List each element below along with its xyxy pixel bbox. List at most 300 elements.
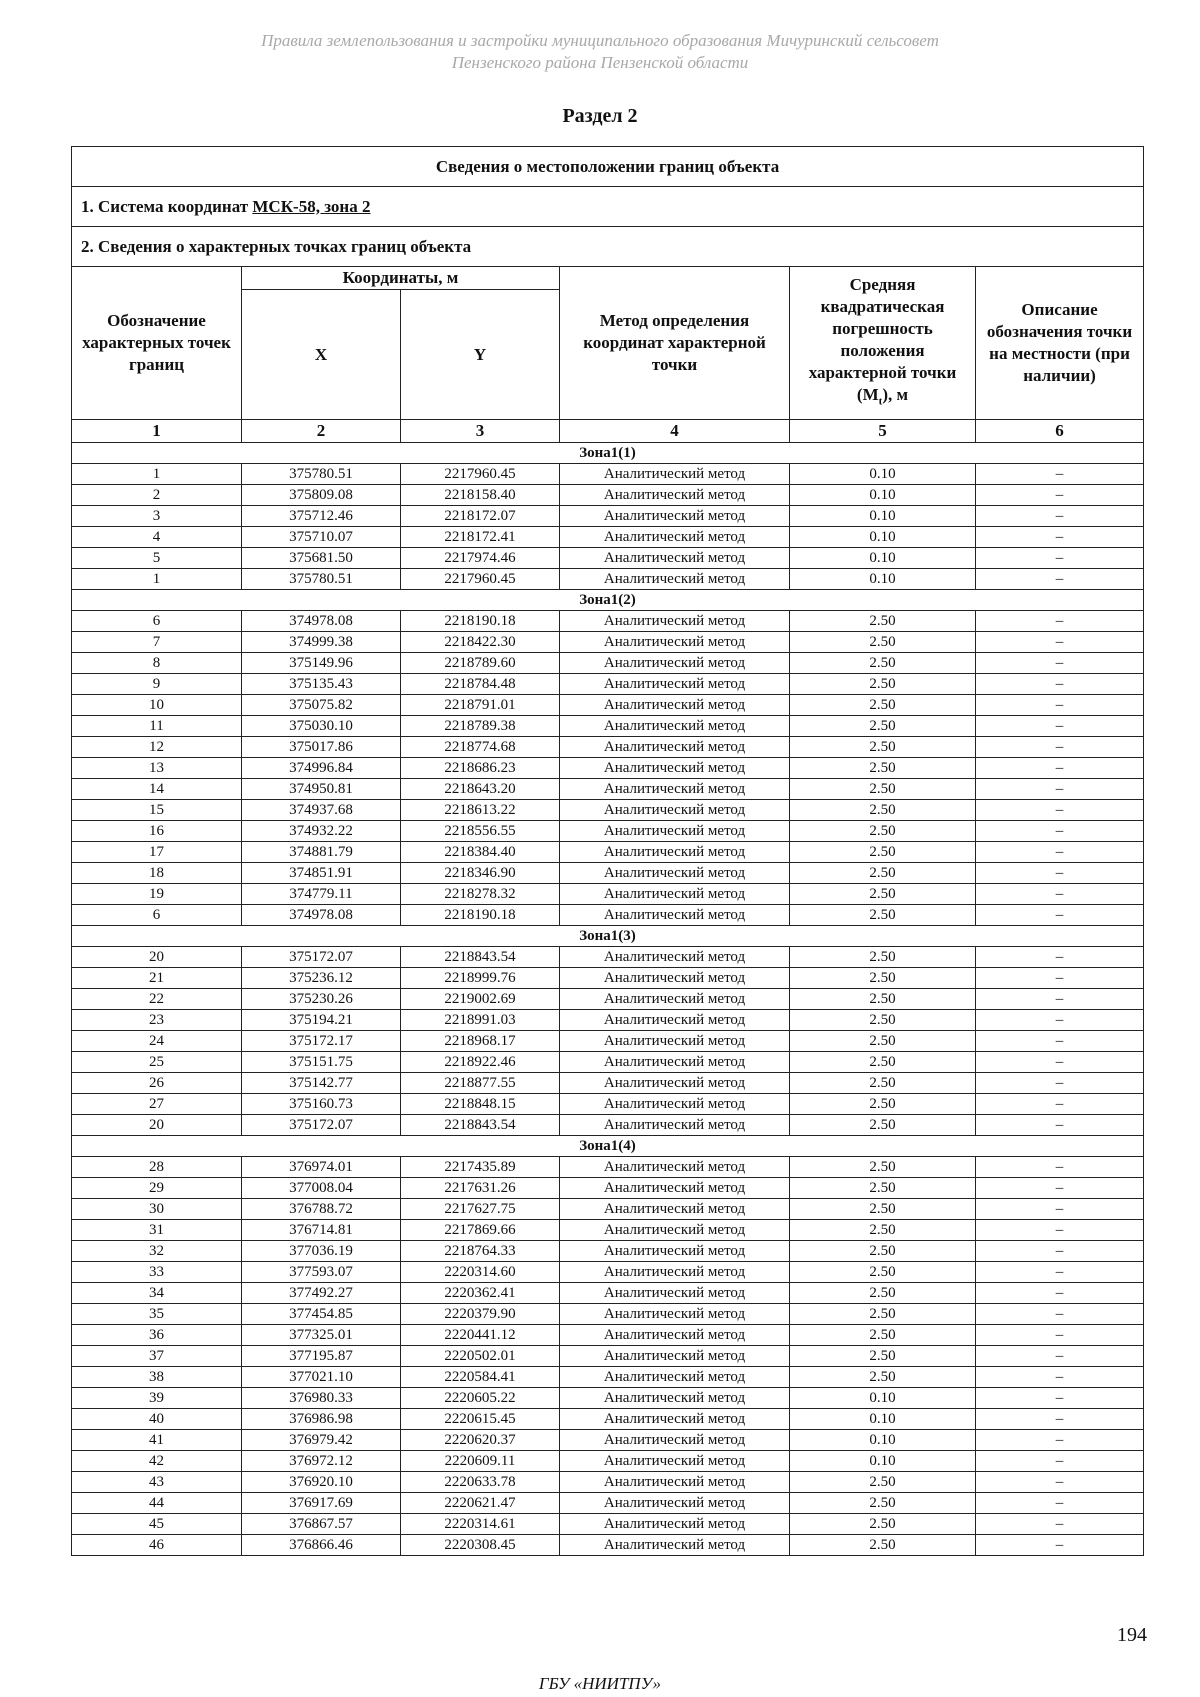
y-cell: 2220308.45 — [401, 1535, 560, 1556]
error-cell: 2.50 — [790, 821, 976, 842]
description-cell: – — [976, 569, 1144, 590]
error-cell: 2.50 — [790, 1115, 976, 1136]
x-cell: 376867.57 — [242, 1514, 401, 1535]
x-cell: 375142.77 — [242, 1073, 401, 1094]
table-row — [72, 1514, 1144, 1535]
method-cell: Аналитический метод — [560, 1535, 790, 1556]
y-cell: 2220379.90 — [401, 1304, 560, 1325]
error-cell: 0.10 — [790, 1409, 976, 1430]
table-row — [72, 632, 1144, 653]
point-id-cell: 9 — [72, 674, 242, 695]
description-cell: – — [976, 989, 1144, 1010]
point-id-cell: 21 — [72, 968, 242, 989]
error-cell: 2.50 — [790, 1472, 976, 1493]
x-cell: 377008.04 — [242, 1178, 401, 1199]
method-cell: Аналитический метод — [560, 1514, 790, 1535]
point-id-cell: 29 — [72, 1178, 242, 1199]
description-cell: – — [976, 905, 1144, 926]
method-cell: Аналитический метод — [560, 1346, 790, 1367]
method-cell: Аналитический метод — [560, 863, 790, 884]
x-cell: 376972.12 — [242, 1451, 401, 1472]
table-row — [72, 800, 1144, 821]
table-row — [72, 653, 1144, 674]
table-row — [72, 821, 1144, 842]
y-cell: 2218991.03 — [401, 1010, 560, 1031]
description-cell: – — [976, 1010, 1144, 1031]
description-cell: – — [976, 1178, 1144, 1199]
y-cell: 2217627.75 — [401, 1199, 560, 1220]
table-row — [72, 674, 1144, 695]
point-id-cell: 6 — [72, 905, 242, 926]
method-cell: Аналитический метод — [560, 1472, 790, 1493]
y-cell: 2218172.41 — [401, 527, 560, 548]
point-id-cell: 1 — [72, 464, 242, 485]
method-cell: Аналитический метод — [560, 1493, 790, 1514]
description-cell: – — [976, 1262, 1144, 1283]
table-row — [72, 863, 1144, 884]
header-error-sub: t — [878, 395, 883, 408]
point-id-cell: 19 — [72, 884, 242, 905]
description-cell: – — [976, 527, 1144, 548]
description-cell: – — [976, 464, 1144, 485]
description-cell: – — [976, 1052, 1144, 1073]
coord-system-row — [72, 187, 1144, 227]
description-cell: – — [976, 1073, 1144, 1094]
method-cell: Аналитический метод — [560, 527, 790, 548]
description-cell: – — [976, 1031, 1144, 1052]
column-number-6: 6 — [976, 420, 1144, 443]
error-cell: 2.50 — [790, 1262, 976, 1283]
method-cell: Аналитический метод — [560, 716, 790, 737]
x-cell: 377454.85 — [242, 1304, 401, 1325]
point-id-cell: 42 — [72, 1451, 242, 1472]
error-cell: 2.50 — [790, 1325, 976, 1346]
point-id-cell: 34 — [72, 1283, 242, 1304]
table-row — [72, 695, 1144, 716]
table-row — [72, 968, 1144, 989]
x-cell: 374950.81 — [242, 779, 401, 800]
column-number-2: 2 — [242, 420, 401, 443]
description-cell: – — [976, 632, 1144, 653]
description-cell: – — [976, 1157, 1144, 1178]
error-cell: 2.50 — [790, 1031, 976, 1052]
column-number-5: 5 — [790, 420, 976, 443]
error-cell: 2.50 — [790, 674, 976, 695]
error-cell: 2.50 — [790, 863, 976, 884]
description-cell: – — [976, 1514, 1144, 1535]
description-cell: – — [976, 1535, 1144, 1556]
y-cell: 2218190.18 — [401, 611, 560, 632]
y-cell: 2218843.54 — [401, 947, 560, 968]
point-id-cell: 4 — [72, 527, 242, 548]
error-cell: 0.10 — [790, 485, 976, 506]
method-cell: Аналитический метод — [560, 506, 790, 527]
method-cell: Аналитический метод — [560, 695, 790, 716]
description-cell: – — [976, 1472, 1144, 1493]
description-cell: – — [976, 1325, 1144, 1346]
description-cell: – — [976, 821, 1144, 842]
description-cell: – — [976, 716, 1144, 737]
x-cell: 375151.75 — [242, 1052, 401, 1073]
description-cell: – — [976, 506, 1144, 527]
x-cell: 377021.10 — [242, 1367, 401, 1388]
description-cell: – — [976, 1115, 1144, 1136]
x-cell: 376917.69 — [242, 1493, 401, 1514]
point-id-cell: 13 — [72, 758, 242, 779]
table-row — [72, 1493, 1144, 1514]
error-cell: 0.10 — [790, 527, 976, 548]
point-id-cell: 35 — [72, 1304, 242, 1325]
error-cell: 2.50 — [790, 1199, 976, 1220]
table-row — [72, 1262, 1144, 1283]
y-cell: 2220609.11 — [401, 1451, 560, 1472]
column-number-3: 3 — [401, 420, 560, 443]
method-cell: Аналитический метод — [560, 947, 790, 968]
coord-system-value: МСК-58, зона 2 — [252, 196, 371, 216]
y-cell: 2218968.17 — [401, 1031, 560, 1052]
error-cell: 0.10 — [790, 1430, 976, 1451]
y-cell: 2218774.68 — [401, 737, 560, 758]
method-cell: Аналитический метод — [560, 905, 790, 926]
table-row — [72, 779, 1144, 800]
coord-system-label: 1. Система координат — [81, 196, 249, 216]
y-cell: 2218613.22 — [401, 800, 560, 821]
point-id-cell: 24 — [72, 1031, 242, 1052]
x-cell: 376920.10 — [242, 1472, 401, 1493]
description-cell: – — [976, 1346, 1144, 1367]
error-cell: 2.50 — [790, 1304, 976, 1325]
y-cell: 2220441.12 — [401, 1325, 560, 1346]
x-cell: 375075.82 — [242, 695, 401, 716]
document-header — [0, 30, 1200, 74]
x-cell: 374779.11 — [242, 884, 401, 905]
error-cell: 2.50 — [790, 1283, 976, 1304]
error-cell: 0.10 — [790, 506, 976, 527]
description-cell: – — [976, 842, 1144, 863]
point-id-cell: 22 — [72, 989, 242, 1010]
point-id-cell: 6 — [72, 611, 242, 632]
point-id-cell: 46 — [72, 1535, 242, 1556]
method-cell: Аналитический метод — [560, 1157, 790, 1178]
error-cell: 2.50 — [790, 1220, 976, 1241]
method-cell: Аналитический метод — [560, 989, 790, 1010]
table-row — [72, 1430, 1144, 1451]
x-cell: 376980.33 — [242, 1388, 401, 1409]
y-cell: 2220314.61 — [401, 1514, 560, 1535]
table-row — [72, 1535, 1144, 1556]
header-error-main: Средняя квадратическая погрешность положения характерной точки (M — [808, 274, 957, 404]
x-cell: 376866.46 — [242, 1535, 401, 1556]
method-cell: Аналитический метод — [560, 1073, 790, 1094]
y-cell: 2220605.22 — [401, 1388, 560, 1409]
points-heading: 2. Сведения о характерных точках границ объекта — [72, 227, 1144, 267]
x-cell: 376979.42 — [242, 1430, 401, 1451]
error-cell: 0.10 — [790, 1388, 976, 1409]
method-cell: Аналитический метод — [560, 1451, 790, 1472]
error-cell: 2.50 — [790, 1094, 976, 1115]
method-cell: Аналитический метод — [560, 1031, 790, 1052]
x-cell: 374978.08 — [242, 905, 401, 926]
table-row — [72, 506, 1144, 527]
table-row — [72, 758, 1144, 779]
method-cell: Аналитический метод — [560, 779, 790, 800]
description-cell: – — [976, 1199, 1144, 1220]
y-cell: 2220633.78 — [401, 1472, 560, 1493]
error-cell: 2.50 — [790, 800, 976, 821]
method-cell: Аналитический метод — [560, 884, 790, 905]
x-cell: 377593.07 — [242, 1262, 401, 1283]
table-row — [72, 527, 1144, 548]
table-row — [72, 842, 1144, 863]
x-cell: 375030.10 — [242, 716, 401, 737]
error-cell: 2.50 — [790, 842, 976, 863]
y-cell: 2218346.90 — [401, 863, 560, 884]
table-body — [72, 443, 1144, 1556]
point-id-cell: 5 — [72, 548, 242, 569]
method-cell: Аналитический метод — [560, 674, 790, 695]
table-row — [72, 1451, 1144, 1472]
method-cell: Аналитический метод — [560, 1178, 790, 1199]
point-id-cell: 20 — [72, 947, 242, 968]
x-cell: 375160.73 — [242, 1094, 401, 1115]
point-id-cell: 3 — [72, 506, 242, 527]
y-cell: 2217869.66 — [401, 1220, 560, 1241]
point-id-cell: 26 — [72, 1073, 242, 1094]
point-id-cell: 18 — [72, 863, 242, 884]
table-row — [72, 1115, 1144, 1136]
description-cell: – — [976, 1430, 1144, 1451]
method-cell: Аналитический метод — [560, 968, 790, 989]
table-row — [72, 548, 1144, 569]
table-row — [72, 947, 1144, 968]
method-cell: Аналитический метод — [560, 842, 790, 863]
description-cell: – — [976, 968, 1144, 989]
point-id-cell: 8 — [72, 653, 242, 674]
error-cell: 0.10 — [790, 569, 976, 590]
error-cell: 2.50 — [790, 632, 976, 653]
y-cell: 2218784.48 — [401, 674, 560, 695]
x-cell: 374851.91 — [242, 863, 401, 884]
point-id-cell: 7 — [72, 632, 242, 653]
table-row — [72, 1073, 1144, 1094]
y-cell: 2218764.33 — [401, 1241, 560, 1262]
description-cell: – — [976, 1283, 1144, 1304]
method-cell: Аналитический метод — [560, 800, 790, 821]
error-cell: 2.50 — [790, 653, 976, 674]
y-cell: 2220615.45 — [401, 1409, 560, 1430]
point-id-cell: 11 — [72, 716, 242, 737]
y-cell: 2217960.45 — [401, 464, 560, 485]
error-cell: 2.50 — [790, 1241, 976, 1262]
table-row — [72, 1367, 1144, 1388]
x-cell: 375194.21 — [242, 1010, 401, 1031]
table-row — [72, 1052, 1144, 1073]
error-cell: 2.50 — [790, 989, 976, 1010]
header-line-1: Правила землепользования и застройки муниципального образования Мичуринский сельсовет — [261, 31, 939, 50]
x-cell: 375017.86 — [242, 737, 401, 758]
method-cell: Аналитический метод — [560, 485, 790, 506]
description-cell: – — [976, 611, 1144, 632]
table-row — [72, 464, 1144, 485]
table-row — [72, 1094, 1144, 1115]
description-cell: – — [976, 1220, 1144, 1241]
method-cell: Аналитический метод — [560, 1367, 790, 1388]
x-cell: 375230.26 — [242, 989, 401, 1010]
error-cell: 2.50 — [790, 1367, 976, 1388]
x-cell: 377325.01 — [242, 1325, 401, 1346]
table-row — [72, 611, 1144, 632]
x-cell: 375172.07 — [242, 947, 401, 968]
x-cell: 374978.08 — [242, 611, 401, 632]
table-title: Сведения о местоположении границ объекта — [72, 147, 1144, 187]
x-cell: 376986.98 — [242, 1409, 401, 1430]
point-id-cell: 25 — [72, 1052, 242, 1073]
y-cell: 2219002.69 — [401, 989, 560, 1010]
error-cell: 0.10 — [790, 548, 976, 569]
table-row — [72, 1472, 1144, 1493]
y-cell: 2218791.01 — [401, 695, 560, 716]
zone-header-row — [72, 590, 1144, 611]
method-cell: Аналитический метод — [560, 1241, 790, 1262]
description-cell: – — [976, 485, 1144, 506]
x-cell: 377492.27 — [242, 1283, 401, 1304]
method-cell: Аналитический метод — [560, 548, 790, 569]
point-id-cell: 15 — [72, 800, 242, 821]
method-cell: Аналитический метод — [560, 611, 790, 632]
description-cell: – — [976, 653, 1144, 674]
y-cell: 2218190.18 — [401, 905, 560, 926]
x-cell: 374881.79 — [242, 842, 401, 863]
point-id-cell: 16 — [72, 821, 242, 842]
y-cell: 2218556.55 — [401, 821, 560, 842]
header-y: Y — [401, 290, 560, 420]
description-cell: – — [976, 737, 1144, 758]
method-cell: Аналитический метод — [560, 1430, 790, 1451]
description-cell: – — [976, 1304, 1144, 1325]
table-row — [72, 1325, 1144, 1346]
description-cell: – — [976, 779, 1144, 800]
point-id-cell: 43 — [72, 1472, 242, 1493]
table-row — [72, 1199, 1144, 1220]
description-cell: – — [976, 947, 1144, 968]
y-cell: 2218848.15 — [401, 1094, 560, 1115]
table-row — [72, 716, 1144, 737]
y-cell: 2218789.38 — [401, 716, 560, 737]
y-cell: 2218922.46 — [401, 1052, 560, 1073]
y-cell: 2217435.89 — [401, 1157, 560, 1178]
y-cell: 2217631.26 — [401, 1178, 560, 1199]
error-cell: 2.50 — [790, 737, 976, 758]
table-row — [72, 905, 1144, 926]
header-line-2: Пензенского района Пензенской области — [451, 53, 749, 72]
x-cell: 377036.19 — [242, 1241, 401, 1262]
table-row — [72, 884, 1144, 905]
error-cell: 2.50 — [790, 1178, 976, 1199]
y-cell: 2218999.76 — [401, 968, 560, 989]
method-cell: Аналитический метод — [560, 1388, 790, 1409]
description-cell: – — [976, 548, 1144, 569]
error-cell: 0.10 — [790, 1451, 976, 1472]
table-row — [72, 1346, 1144, 1367]
x-cell: 374999.38 — [242, 632, 401, 653]
point-id-cell: 32 — [72, 1241, 242, 1262]
x-cell: 374932.22 — [242, 821, 401, 842]
method-cell: Аналитический метод — [560, 1262, 790, 1283]
x-cell: 375172.07 — [242, 1115, 401, 1136]
y-cell: 2220621.47 — [401, 1493, 560, 1514]
y-cell: 2217960.45 — [401, 569, 560, 590]
y-cell: 2220362.41 — [401, 1283, 560, 1304]
description-cell: – — [976, 800, 1144, 821]
table-row — [72, 1388, 1144, 1409]
table-row — [72, 1157, 1144, 1178]
method-cell: Аналитический метод — [560, 1220, 790, 1241]
x-cell: 375681.50 — [242, 548, 401, 569]
x-cell: 377195.87 — [242, 1346, 401, 1367]
x-cell: 375712.46 — [242, 506, 401, 527]
error-cell: 2.50 — [790, 947, 976, 968]
method-cell: Аналитический метод — [560, 1199, 790, 1220]
header-error — [790, 267, 976, 420]
error-cell: 2.50 — [790, 716, 976, 737]
header-method: Метод определения координат характерной точки — [560, 267, 790, 420]
table-row — [72, 1010, 1144, 1031]
y-cell: 2218843.54 — [401, 1115, 560, 1136]
point-id-cell: 36 — [72, 1325, 242, 1346]
y-cell: 2220314.60 — [401, 1262, 560, 1283]
error-cell: 2.50 — [790, 905, 976, 926]
table-row — [72, 485, 1144, 506]
method-cell: Аналитический метод — [560, 758, 790, 779]
method-cell: Аналитический метод — [560, 632, 790, 653]
method-cell: Аналитический метод — [560, 464, 790, 485]
zone-name: Зона1(3) — [72, 926, 1144, 947]
table-row — [72, 1031, 1144, 1052]
error-cell: 2.50 — [790, 611, 976, 632]
y-cell: 2218686.23 — [401, 758, 560, 779]
point-id-cell: 17 — [72, 842, 242, 863]
description-cell: – — [976, 1094, 1144, 1115]
description-cell: – — [976, 695, 1144, 716]
error-cell: 2.50 — [790, 779, 976, 800]
table-row — [72, 737, 1144, 758]
description-cell: – — [976, 758, 1144, 779]
point-id-cell: 38 — [72, 1367, 242, 1388]
x-cell: 374996.84 — [242, 758, 401, 779]
y-cell: 2218877.55 — [401, 1073, 560, 1094]
x-cell: 376714.81 — [242, 1220, 401, 1241]
y-cell: 2218384.40 — [401, 842, 560, 863]
y-cell: 2218172.07 — [401, 506, 560, 527]
point-id-cell: 28 — [72, 1157, 242, 1178]
y-cell: 2218158.40 — [401, 485, 560, 506]
footer-organization: ГБУ «НИИТПУ» — [538, 1674, 662, 1693]
point-id-cell: 14 — [72, 779, 242, 800]
column-number-1: 1 — [72, 420, 242, 443]
x-cell: 375809.08 — [242, 485, 401, 506]
description-cell: – — [976, 884, 1144, 905]
method-cell: Аналитический метод — [560, 653, 790, 674]
point-id-cell: 41 — [72, 1430, 242, 1451]
method-cell: Аналитический метод — [560, 1409, 790, 1430]
error-cell: 2.50 — [790, 1157, 976, 1178]
boundary-points-table — [71, 146, 1144, 1556]
x-cell: 375149.96 — [242, 653, 401, 674]
description-cell: – — [976, 863, 1144, 884]
point-id-cell: 2 — [72, 485, 242, 506]
y-cell: 2217974.46 — [401, 548, 560, 569]
method-cell: Аналитический метод — [560, 737, 790, 758]
